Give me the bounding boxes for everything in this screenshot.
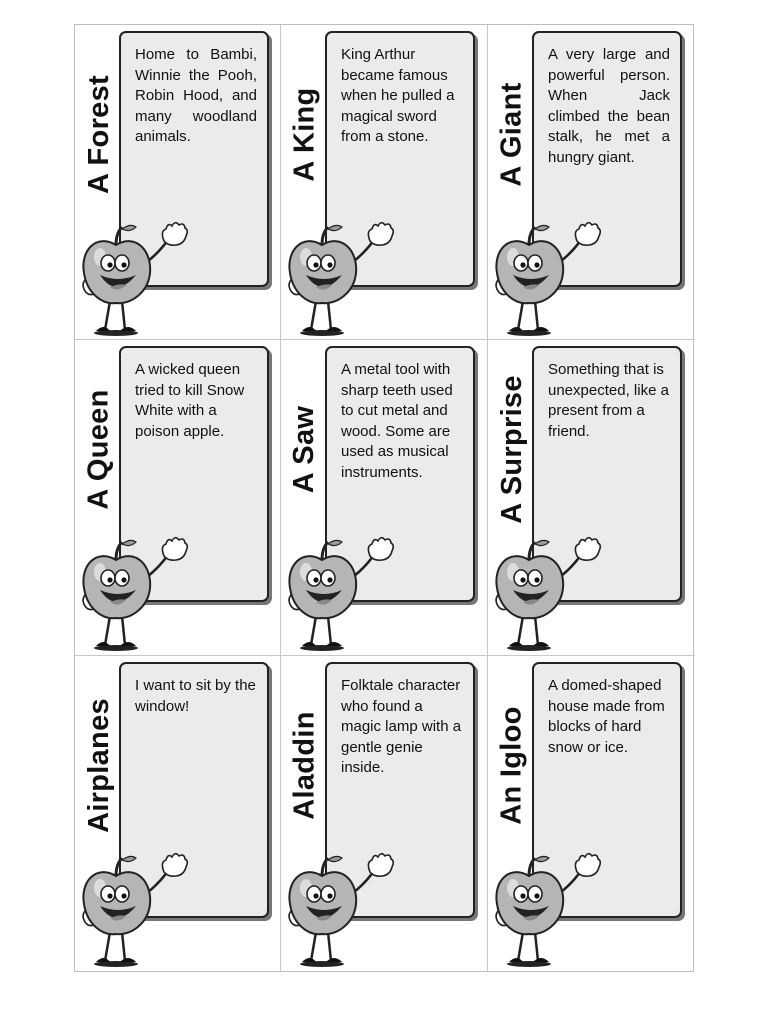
apple-mascot-icon (284, 215, 404, 337)
apple-mascot-icon (491, 530, 611, 652)
card-sheet (74, 24, 694, 972)
apple-mascot-icon (78, 846, 198, 968)
card-king (281, 25, 488, 340)
card-word: A Giant (495, 81, 528, 187)
card-queen (75, 340, 281, 656)
card-word: Airplanes (82, 697, 115, 833)
card-aladdin (281, 656, 488, 971)
card-word: A Surprise (495, 374, 528, 524)
card-word: A King (288, 86, 321, 182)
card-forest (75, 25, 281, 340)
card-clue: A metal tool with sharp teeth used to cut metal and wood. Some are used as musical instruments. (341, 361, 453, 481)
card-clue: Home to Bambi, Winnie the Pooh, Robin Hood, and many woodland animals. (135, 46, 257, 145)
apple-mascot-icon (284, 530, 404, 652)
card-surprise (488, 340, 695, 656)
card-word: An Igloo (495, 705, 528, 825)
card-clue: Something that is unexpected, like a present from a friend. (548, 361, 669, 440)
card-clue: King Arthur became famous when he pulled a magical sword from a stone. (341, 46, 455, 145)
apple-mascot-icon (491, 215, 611, 337)
card-word: A Saw (288, 405, 321, 493)
apple-mascot-icon (78, 530, 198, 652)
card-igloo (488, 656, 695, 971)
apple-mascot-icon (491, 846, 611, 968)
card-clue: Folktale character who found a magic lamp with a gentle genie inside. (341, 677, 462, 776)
card-airplanes (75, 656, 281, 971)
card-clue: I want to sit by the window! (135, 677, 256, 715)
card-giant (488, 25, 695, 340)
card-saw (281, 340, 488, 656)
apple-mascot-icon (78, 215, 198, 337)
apple-mascot-icon (284, 846, 404, 968)
card-clue: A very large and powerful person. When Jack climbed the bean stalk, he met a hungry giant. (548, 46, 670, 166)
card-clue: A wicked queen tried to kill Snow White with a poison apple. (135, 361, 245, 440)
card-word: A Queen (82, 388, 115, 510)
card-clue: A domed-shaped house made from blocks of hard snow or ice. (548, 677, 665, 756)
card-word: Aladdin (288, 710, 321, 820)
card-word: A Forest (82, 74, 115, 194)
